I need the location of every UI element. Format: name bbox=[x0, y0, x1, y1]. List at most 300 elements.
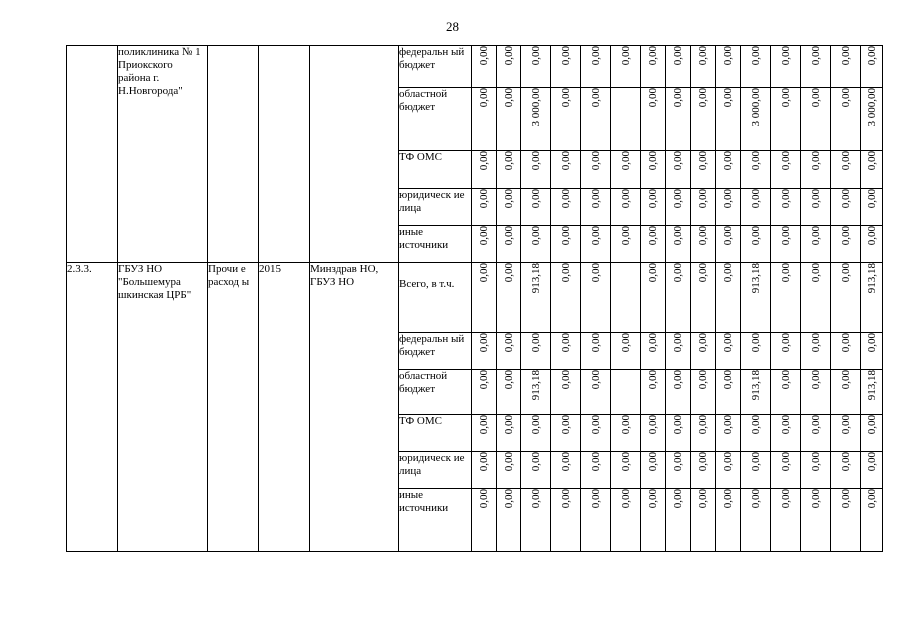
value-text: 0,00 bbox=[865, 189, 878, 209]
value-cell bbox=[521, 226, 551, 263]
value-text: 0,00 bbox=[589, 189, 602, 209]
value-cell bbox=[581, 88, 611, 151]
value-text: 0,00 bbox=[839, 189, 852, 209]
value-cell bbox=[691, 189, 716, 226]
value-cell bbox=[801, 333, 831, 370]
value-text: 0,00 bbox=[779, 151, 792, 171]
value-text: 0,00 bbox=[697, 151, 709, 171]
value-text: 913,18 bbox=[749, 370, 762, 401]
value-text: 0,00 bbox=[619, 46, 632, 66]
value-text: 913,18 bbox=[749, 263, 762, 294]
value-text: 0,00 bbox=[529, 226, 542, 246]
value-text: 0,00 bbox=[697, 489, 709, 509]
value-text: 0,00 bbox=[722, 189, 734, 209]
value-cell bbox=[666, 151, 691, 189]
value-text: 913,18 bbox=[529, 370, 542, 401]
value-cell bbox=[691, 263, 716, 333]
value-cell bbox=[472, 489, 497, 552]
value-text: 0,00 bbox=[672, 370, 684, 390]
value-text: 0,00 bbox=[502, 46, 515, 66]
table-row bbox=[67, 46, 883, 88]
value-text: 0,00 bbox=[619, 189, 632, 209]
value-cell bbox=[831, 88, 861, 151]
value-text: 0,00 bbox=[697, 370, 709, 390]
value-text: 0,00 bbox=[502, 263, 515, 283]
value-text: 0,00 bbox=[589, 46, 602, 66]
expense-type-cell: Прочи е расход ы bbox=[208, 263, 259, 552]
value-cell bbox=[611, 226, 641, 263]
value-text: 0,00 bbox=[865, 452, 878, 472]
value-cell bbox=[497, 333, 521, 370]
value-text: 0,00 bbox=[672, 452, 684, 472]
value-cell bbox=[666, 452, 691, 489]
source-label: иные источники bbox=[399, 489, 472, 552]
value-cell bbox=[831, 46, 861, 88]
value-cell bbox=[497, 88, 521, 151]
value-text: 0,00 bbox=[647, 189, 659, 209]
value-cell bbox=[551, 333, 581, 370]
value-cell bbox=[831, 151, 861, 189]
value-text: 0,00 bbox=[697, 189, 709, 209]
value-text: 0,00 bbox=[478, 333, 490, 353]
value-cell bbox=[741, 489, 771, 552]
value-text: 0,00 bbox=[502, 151, 515, 171]
value-cell bbox=[581, 189, 611, 226]
value-cell bbox=[801, 226, 831, 263]
value-cell bbox=[497, 226, 521, 263]
value-cell bbox=[831, 333, 861, 370]
value-cell bbox=[861, 370, 883, 415]
value-text: 0,00 bbox=[839, 452, 852, 472]
row-number-cell bbox=[67, 46, 118, 263]
value-cell bbox=[551, 46, 581, 88]
value-text: 0,00 bbox=[672, 151, 684, 171]
value-text: 0,00 bbox=[779, 452, 792, 472]
value-text: 0,00 bbox=[809, 370, 822, 390]
value-cell bbox=[741, 151, 771, 189]
value-cell bbox=[861, 415, 883, 452]
value-text: 0,00 bbox=[839, 415, 852, 435]
value-cell bbox=[497, 489, 521, 552]
value-text: 0,00 bbox=[749, 333, 762, 353]
value-cell bbox=[521, 489, 551, 552]
value-cell bbox=[611, 333, 641, 370]
value-text: 3 000,00 bbox=[865, 88, 878, 127]
value-text: 0,00 bbox=[839, 151, 852, 171]
year-cell: 2015 bbox=[259, 263, 310, 552]
value-cell bbox=[521, 263, 551, 333]
value-text: 0,00 bbox=[647, 452, 659, 472]
value-text: 0,00 bbox=[589, 333, 602, 353]
value-cell bbox=[472, 189, 497, 226]
value-cell bbox=[551, 263, 581, 333]
value-cell bbox=[497, 189, 521, 226]
value-cell bbox=[716, 263, 741, 333]
value-cell bbox=[472, 263, 497, 333]
value-cell bbox=[551, 151, 581, 189]
value-text: 0,00 bbox=[722, 415, 734, 435]
value-cell bbox=[666, 263, 691, 333]
value-cell bbox=[716, 333, 741, 370]
value-cell bbox=[497, 452, 521, 489]
value-text: 0,00 bbox=[779, 489, 792, 509]
value-text: 0,00 bbox=[529, 151, 542, 171]
value-text: 0,00 bbox=[672, 415, 684, 435]
value-cell bbox=[801, 415, 831, 452]
value-text: 0,00 bbox=[559, 333, 572, 353]
value-cell bbox=[641, 226, 666, 263]
value-cell bbox=[472, 88, 497, 151]
value-cell bbox=[497, 415, 521, 452]
value-cell bbox=[611, 489, 641, 552]
value-cell bbox=[716, 88, 741, 151]
value-text: 0,00 bbox=[529, 46, 542, 66]
value-cell bbox=[771, 88, 801, 151]
value-cell bbox=[741, 370, 771, 415]
value-text: 0,00 bbox=[697, 46, 709, 66]
value-text: 0,00 bbox=[529, 452, 542, 472]
value-cell bbox=[861, 333, 883, 370]
value-text: 0,00 bbox=[589, 263, 602, 283]
value-cell bbox=[521, 370, 551, 415]
value-text: 0,00 bbox=[619, 333, 632, 353]
value-text: 0,00 bbox=[502, 415, 515, 435]
value-cell bbox=[801, 370, 831, 415]
value-cell bbox=[771, 415, 801, 452]
value-cell bbox=[691, 151, 716, 189]
value-text: 0,00 bbox=[839, 370, 852, 390]
value-text: 0,00 bbox=[502, 489, 515, 509]
table-row bbox=[67, 263, 883, 333]
value-text: 0,00 bbox=[749, 226, 762, 246]
value-text: 0,00 bbox=[722, 226, 734, 246]
value-cell bbox=[801, 489, 831, 552]
value-text: 0,00 bbox=[672, 333, 684, 353]
value-text: 0,00 bbox=[749, 415, 762, 435]
value-text: 0,00 bbox=[589, 452, 602, 472]
value-text: 0,00 bbox=[502, 452, 515, 472]
value-cell bbox=[716, 452, 741, 489]
value-cell bbox=[771, 452, 801, 489]
value-cell bbox=[741, 88, 771, 151]
value-cell bbox=[641, 370, 666, 415]
value-text: 0,00 bbox=[672, 263, 684, 283]
value-cell bbox=[581, 46, 611, 88]
value-text: 0,00 bbox=[749, 189, 762, 209]
value-cell bbox=[641, 415, 666, 452]
value-cell bbox=[861, 88, 883, 151]
value-text: 0,00 bbox=[697, 88, 709, 108]
value-text: 0,00 bbox=[779, 263, 792, 283]
value-text: 0,00 bbox=[809, 452, 822, 472]
value-text: 0,00 bbox=[697, 263, 709, 283]
value-text: 0,00 bbox=[502, 88, 515, 108]
value-text: 0,00 bbox=[809, 333, 822, 353]
value-text: 0,00 bbox=[647, 263, 659, 283]
value-cell bbox=[831, 189, 861, 226]
value-cell bbox=[831, 263, 861, 333]
value-cell bbox=[771, 151, 801, 189]
value-text: 0,00 bbox=[589, 415, 602, 435]
value-text: 0,00 bbox=[809, 46, 822, 66]
source-label: юридическ ие лица bbox=[399, 452, 472, 489]
value-text: 0,00 bbox=[779, 226, 792, 246]
value-text: 0,00 bbox=[559, 489, 572, 509]
value-cell bbox=[611, 189, 641, 226]
organization-cell: ГБУЗ НО "Большемура шкинская ЦРБ" bbox=[118, 263, 208, 552]
value-cell bbox=[641, 489, 666, 552]
value-text: 0,00 bbox=[809, 151, 822, 171]
source-label: ТФ ОМС bbox=[399, 415, 472, 452]
value-cell bbox=[521, 151, 551, 189]
value-cell bbox=[691, 88, 716, 151]
page-number: 28 bbox=[446, 19, 459, 34]
value-cell bbox=[716, 415, 741, 452]
value-cell bbox=[716, 151, 741, 189]
value-text: 0,00 bbox=[589, 489, 602, 509]
value-text: 0,00 bbox=[478, 415, 490, 435]
value-cell bbox=[716, 370, 741, 415]
value-cell bbox=[581, 226, 611, 263]
value-cell bbox=[716, 226, 741, 263]
executor-cell: Минздрав НО, ГБУЗ НО bbox=[310, 263, 399, 552]
value-text: 0,00 bbox=[529, 415, 542, 435]
value-cell bbox=[521, 189, 551, 226]
value-cell bbox=[861, 151, 883, 189]
value-cell bbox=[581, 370, 611, 415]
source-label: федеральн ый бюджет bbox=[399, 46, 472, 88]
value-cell bbox=[716, 489, 741, 552]
value-text: 0,00 bbox=[619, 415, 632, 435]
value-cell bbox=[861, 489, 883, 552]
value-cell bbox=[611, 452, 641, 489]
value-cell bbox=[771, 370, 801, 415]
value-text: 0,00 bbox=[697, 333, 709, 353]
value-text: 0,00 bbox=[865, 489, 878, 509]
value-cell bbox=[611, 370, 641, 415]
value-text: 0,00 bbox=[779, 88, 792, 108]
value-cell bbox=[801, 452, 831, 489]
value-cell bbox=[641, 88, 666, 151]
value-text: 0,00 bbox=[749, 151, 762, 171]
value-cell bbox=[741, 226, 771, 263]
source-label: юридическ ие лица bbox=[399, 189, 472, 226]
value-text: 0,00 bbox=[722, 452, 734, 472]
value-cell bbox=[741, 46, 771, 88]
value-text: 0,00 bbox=[478, 263, 490, 283]
value-cell bbox=[581, 415, 611, 452]
value-text: 0,00 bbox=[529, 189, 542, 209]
value-cell bbox=[521, 333, 551, 370]
source-label: областной бюджет bbox=[399, 370, 472, 415]
organization-cell: поликлиника № 1 Приокского района г. Н.Новгорода" bbox=[118, 46, 208, 263]
value-cell bbox=[641, 46, 666, 88]
value-text: 0,00 bbox=[478, 370, 490, 390]
value-text: 0,00 bbox=[559, 370, 572, 390]
value-cell bbox=[497, 263, 521, 333]
value-cell bbox=[771, 46, 801, 88]
value-text: 0,00 bbox=[647, 333, 659, 353]
value-text: 0,00 bbox=[779, 370, 792, 390]
value-text: 0,00 bbox=[647, 226, 659, 246]
value-text: 0,00 bbox=[589, 88, 602, 108]
value-cell bbox=[551, 226, 581, 263]
value-cell bbox=[741, 263, 771, 333]
value-text: 0,00 bbox=[647, 151, 659, 171]
value-cell bbox=[831, 452, 861, 489]
value-text: 0,00 bbox=[647, 88, 659, 108]
value-text: 0,00 bbox=[647, 489, 659, 509]
value-cell bbox=[861, 46, 883, 88]
value-cell bbox=[472, 452, 497, 489]
value-cell bbox=[472, 370, 497, 415]
value-text: 0,00 bbox=[697, 452, 709, 472]
value-cell bbox=[771, 189, 801, 226]
value-cell bbox=[472, 333, 497, 370]
value-text: 0,00 bbox=[672, 46, 684, 66]
value-cell bbox=[861, 452, 883, 489]
executor-cell bbox=[310, 46, 399, 263]
value-text: 0,00 bbox=[559, 189, 572, 209]
value-cell bbox=[771, 263, 801, 333]
value-text: 0,00 bbox=[779, 189, 792, 209]
value-text: 0,00 bbox=[809, 415, 822, 435]
value-cell bbox=[691, 489, 716, 552]
source-label: федеральн ый бюджет bbox=[399, 333, 472, 370]
value-cell bbox=[691, 415, 716, 452]
value-text: 0,00 bbox=[839, 263, 852, 283]
value-cell bbox=[551, 452, 581, 489]
value-cell bbox=[801, 46, 831, 88]
value-cell bbox=[551, 189, 581, 226]
value-cell bbox=[666, 46, 691, 88]
value-text: 0,00 bbox=[809, 88, 822, 108]
value-cell bbox=[831, 370, 861, 415]
value-text: 0,00 bbox=[619, 151, 632, 171]
value-text: 0,00 bbox=[478, 151, 490, 171]
value-text: 0,00 bbox=[478, 489, 490, 509]
value-text: 0,00 bbox=[839, 88, 852, 108]
value-text: 0,00 bbox=[722, 151, 734, 171]
value-text: 913,18 bbox=[865, 370, 878, 401]
value-cell bbox=[861, 226, 883, 263]
value-text: 0,00 bbox=[809, 489, 822, 509]
value-text: 0,00 bbox=[619, 226, 632, 246]
value-cell bbox=[611, 263, 641, 333]
value-text: 0,00 bbox=[722, 263, 734, 283]
value-text: 0,00 bbox=[559, 151, 572, 171]
value-cell bbox=[581, 263, 611, 333]
value-text: 0,00 bbox=[672, 189, 684, 209]
value-text: 0,00 bbox=[529, 333, 542, 353]
value-text: 0,00 bbox=[559, 452, 572, 472]
value-cell bbox=[801, 151, 831, 189]
value-cell bbox=[771, 226, 801, 263]
value-text: 0,00 bbox=[589, 226, 602, 246]
value-text: 0,00 bbox=[647, 415, 659, 435]
value-cell bbox=[716, 189, 741, 226]
value-cell bbox=[472, 415, 497, 452]
value-text: 0,00 bbox=[697, 226, 709, 246]
value-text: 0,00 bbox=[722, 88, 734, 108]
value-text: 0,00 bbox=[697, 415, 709, 435]
value-text: 0,00 bbox=[839, 333, 852, 353]
value-cell bbox=[472, 151, 497, 189]
value-text: 0,00 bbox=[502, 226, 515, 246]
value-text: 0,00 bbox=[839, 226, 852, 246]
value-text: 0,00 bbox=[502, 333, 515, 353]
value-cell bbox=[691, 226, 716, 263]
source-label: ТФ ОМС bbox=[399, 151, 472, 189]
value-cell bbox=[611, 151, 641, 189]
value-text: 0,00 bbox=[865, 151, 878, 171]
value-text: 913,18 bbox=[865, 263, 878, 294]
value-text: 0,00 bbox=[619, 489, 632, 509]
value-text: 0,00 bbox=[779, 415, 792, 435]
value-text: 0,00 bbox=[809, 226, 822, 246]
value-text: 913,18 bbox=[529, 263, 542, 294]
value-cell bbox=[551, 88, 581, 151]
value-text: 0,00 bbox=[749, 452, 762, 472]
value-cell bbox=[801, 263, 831, 333]
value-cell bbox=[861, 263, 883, 333]
value-cell bbox=[611, 88, 641, 151]
value-text: 0,00 bbox=[672, 489, 684, 509]
value-cell bbox=[581, 333, 611, 370]
value-cell bbox=[641, 151, 666, 189]
value-text: 0,00 bbox=[865, 226, 878, 246]
value-cell bbox=[801, 189, 831, 226]
value-cell bbox=[741, 189, 771, 226]
value-text: 0,00 bbox=[647, 370, 659, 390]
value-text: 0,00 bbox=[722, 370, 734, 390]
value-cell bbox=[581, 489, 611, 552]
value-cell bbox=[666, 226, 691, 263]
value-cell bbox=[666, 370, 691, 415]
value-text: 0,00 bbox=[809, 263, 822, 283]
value-cell bbox=[831, 489, 861, 552]
value-cell bbox=[551, 489, 581, 552]
budget-table bbox=[66, 45, 883, 552]
value-text: 0,00 bbox=[478, 226, 490, 246]
value-text: 0,00 bbox=[809, 189, 822, 209]
value-cell bbox=[641, 452, 666, 489]
value-cell bbox=[551, 415, 581, 452]
value-cell bbox=[691, 46, 716, 88]
value-text: 0,00 bbox=[559, 415, 572, 435]
value-cell bbox=[666, 415, 691, 452]
value-cell bbox=[472, 46, 497, 88]
value-text: 0,00 bbox=[478, 46, 490, 66]
value-cell bbox=[771, 489, 801, 552]
year-cell bbox=[259, 46, 310, 263]
value-text: 0,00 bbox=[589, 151, 602, 171]
value-text: 0,00 bbox=[749, 489, 762, 509]
value-text: 0,00 bbox=[865, 333, 878, 353]
value-cell bbox=[641, 263, 666, 333]
value-cell bbox=[666, 489, 691, 552]
value-text: 0,00 bbox=[672, 226, 684, 246]
value-cell bbox=[801, 88, 831, 151]
value-cell bbox=[521, 452, 551, 489]
value-text: 0,00 bbox=[672, 88, 684, 108]
value-cell bbox=[611, 46, 641, 88]
value-cell bbox=[861, 189, 883, 226]
source-label: иные источники bbox=[399, 226, 472, 263]
value-text: 0,00 bbox=[559, 46, 572, 66]
value-text: 0,00 bbox=[559, 226, 572, 246]
value-cell bbox=[691, 370, 716, 415]
